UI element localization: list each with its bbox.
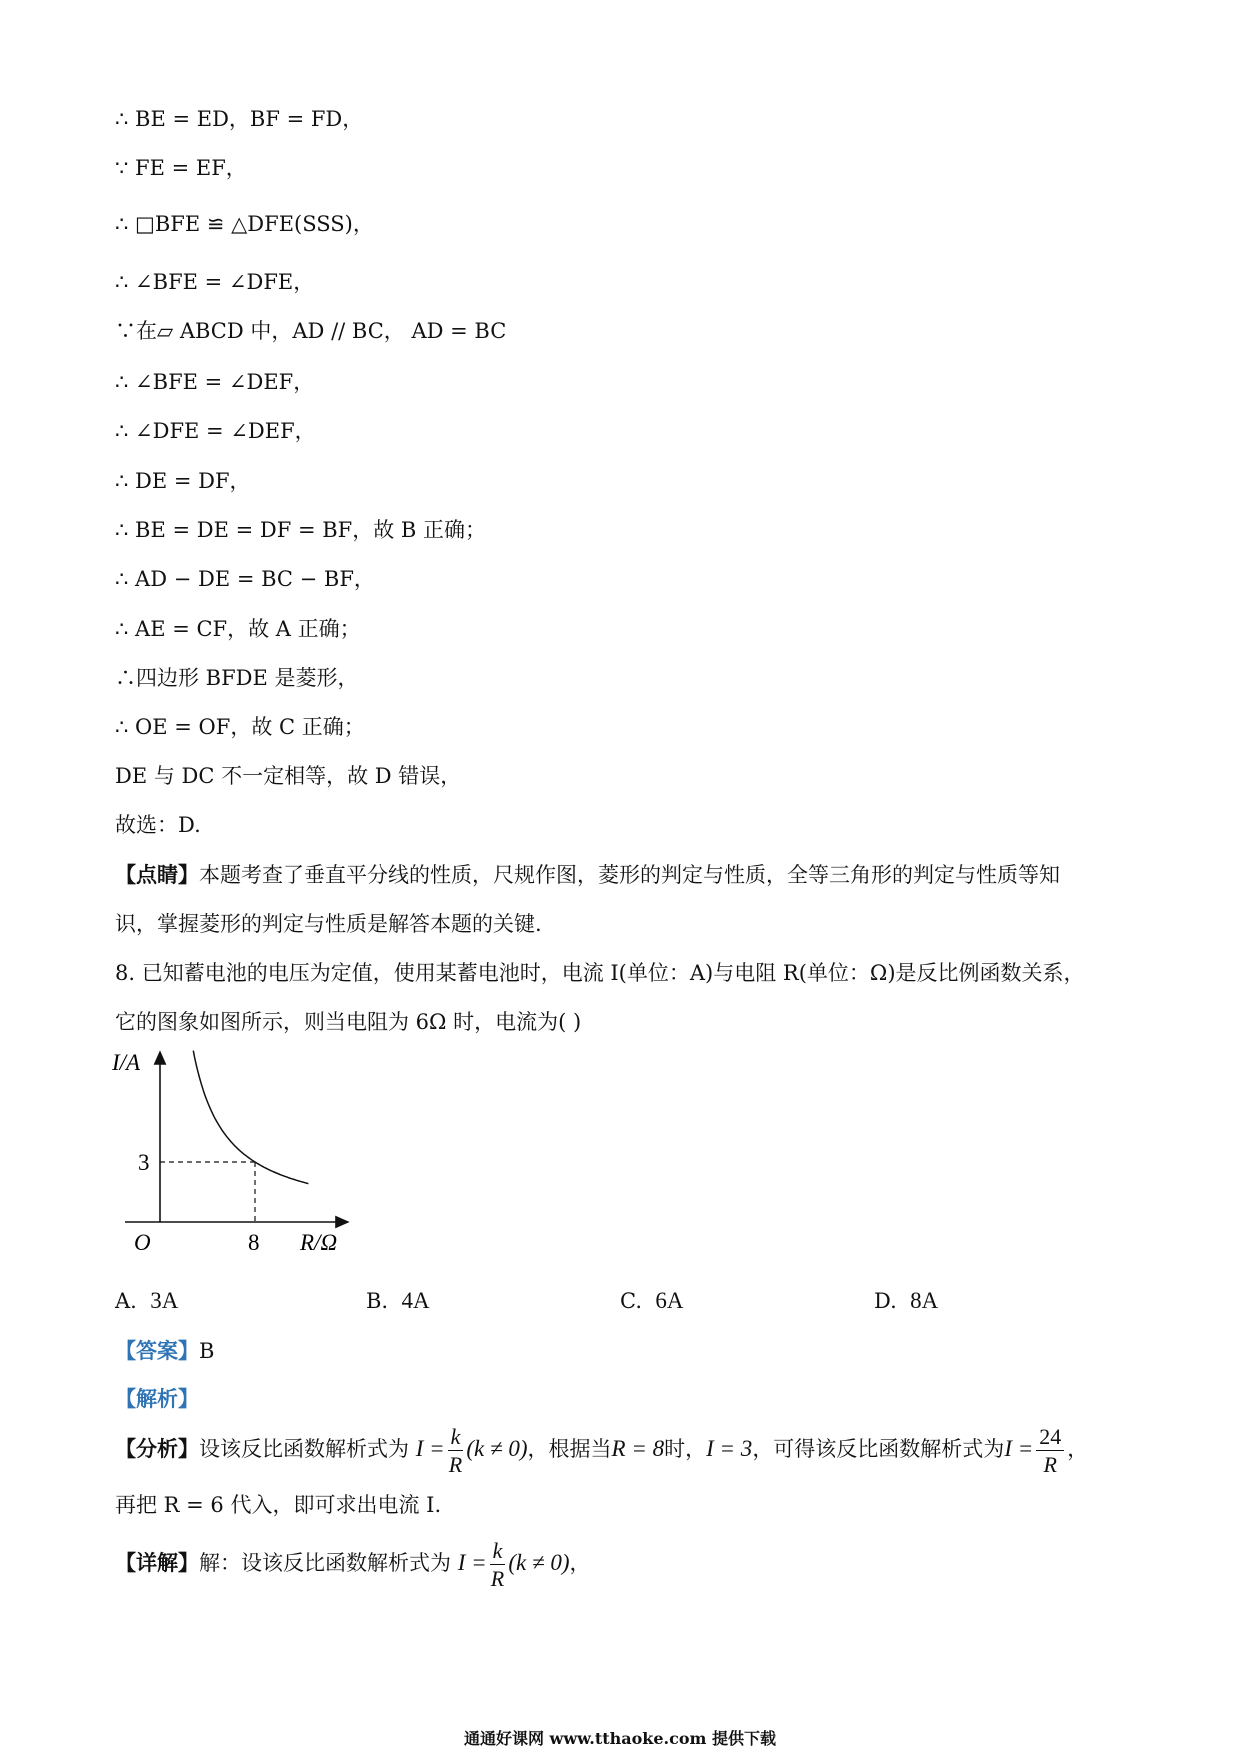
- x-axis-label: R/Ω: [300, 1230, 338, 1255]
- option-b: [366, 1288, 430, 1314]
- proof-line-1: ∴ BE = ED，BF = FD，: [115, 107, 364, 131]
- proof-line-13: ∴ OE = OF，故 C 正确；: [115, 715, 365, 739]
- option-b-letter: B.: [366, 1289, 389, 1313]
- fenxi-eq2-fraction: [1036, 1423, 1064, 1477]
- proof-line-15: 故选：D.: [115, 813, 201, 837]
- fenxi-eq2-denominator: R: [1043, 1451, 1057, 1477]
- dianjing-tag: 【点睛】: [115, 862, 199, 887]
- proof-line-5: ∵在▱ ABCD 中，AD // BC， AD = BC: [115, 319, 507, 343]
- xiangjie-eq-numerator: k: [490, 1540, 506, 1565]
- fenxi-tag: 【分析】: [115, 1436, 199, 1461]
- option-d-value: 8A: [910, 1288, 939, 1313]
- proof-line-8: ∴ DE = DF，: [115, 469, 251, 493]
- option-c-letter: C.: [620, 1289, 642, 1313]
- analysis-line: [115, 1384, 199, 1414]
- y-axis-label: I/A: [112, 1050, 141, 1075]
- fenxi-eq1-denominator: R: [448, 1451, 463, 1477]
- dianjing-line-1: [115, 860, 1060, 890]
- fenxi-eq2-numerator: 24: [1036, 1426, 1064, 1451]
- proof-line-12: ∴四边形 BFDE 是菱形，: [115, 666, 359, 690]
- fenxi-eq1-lhs: I =: [415, 1436, 445, 1461]
- y-tick-label: 3: [138, 1150, 150, 1175]
- question-line-1: 8. 已知蓄电池的电压为定值，使用某蓄电池时，电流 I(单位：A)与电阻 R(单位：Ω)是反比例函数关系，: [115, 961, 1085, 985]
- proof-line-11: ∴ AE = CF，故 A 正确；: [115, 617, 361, 641]
- fenxi-text-4: ，可得该反比函数解析式为: [752, 1437, 1005, 1461]
- xiangjie-text-2: ，: [569, 1551, 591, 1575]
- fenxi-cond-1: R = 8: [611, 1436, 665, 1461]
- fenxi-text-3: 时，: [664, 1437, 707, 1461]
- option-c: [620, 1288, 683, 1314]
- analysis-tag: 【解析】: [115, 1386, 199, 1411]
- option-c-value: 6A: [655, 1288, 684, 1313]
- xiangjie-eq-condition: (k ≠ 0): [508, 1550, 570, 1575]
- fenxi-eq1-fraction: [448, 1423, 464, 1477]
- proof-line-10: ∴ AD − DE = BC − BF，: [115, 567, 375, 591]
- proof-line-3: ∴ □BFE ≌ △DFE(SSS)，: [115, 212, 374, 236]
- x-tick-label: 8: [248, 1230, 260, 1255]
- proof-line-6: ∴ ∠BFE = ∠DEF，: [115, 370, 315, 394]
- dianjing-line-2: 识，掌握菱形的判定与性质是解答本题的关键.: [115, 912, 542, 936]
- xiangjie-eq-fraction: [490, 1537, 506, 1591]
- fenxi-cond-2: I = 3: [706, 1436, 753, 1461]
- option-d-letter: D.: [874, 1289, 897, 1313]
- xiangjie-eq-denominator: R: [490, 1565, 505, 1591]
- option-a: [115, 1288, 178, 1314]
- footer-watermark: 通通好课网 www.tthaoke.com 提供下载: [463, 1729, 777, 1748]
- xiangjie-tag: 【详解】: [115, 1550, 199, 1575]
- fenxi-line-1: [115, 1420, 1088, 1478]
- dianjing-text-1: 本题考查了垂直平分线的性质，尺规作图，菱形的判定与性质，全等三角形的判定与性质等知: [199, 863, 1060, 887]
- fenxi-text-1: 设该反比函数解析式为: [199, 1437, 409, 1461]
- fenxi-eq2-lhs: I =: [1004, 1436, 1034, 1461]
- option-a-value: 3A: [150, 1288, 179, 1313]
- fenxi-text-2: ，根据当: [527, 1437, 612, 1461]
- fenxi-eq1-numerator: k: [448, 1426, 464, 1451]
- answer-line: [115, 1336, 214, 1366]
- option-d: [874, 1288, 938, 1314]
- question-line-2: 它的图象如图所示，则当电阻为 6Ω 时，电流为( ): [115, 1010, 582, 1034]
- xiangjie-text-1: 解：设该反比函数解析式为: [199, 1551, 451, 1575]
- proof-line-9: ∴ BE = DE = DF = BF，故 B 正确；: [115, 518, 486, 542]
- fenxi-eq1-condition: (k ≠ 0): [466, 1436, 528, 1461]
- proof-line-7: ∴ ∠DFE = ∠DEF，: [115, 419, 316, 443]
- xiangjie-line: [115, 1534, 591, 1592]
- proof-line-4: ∴ ∠BFE = ∠DFE，: [115, 270, 315, 294]
- origin-label: O: [134, 1230, 151, 1255]
- inverse-curve: [193, 1051, 308, 1184]
- fenxi-line-2: 再把 R = 6 代入，即可求出电流 I.: [115, 1493, 442, 1517]
- inverse-proportion-graph: [100, 1040, 360, 1260]
- option-a-letter: A.: [115, 1289, 137, 1313]
- proof-line-2: ∵ FE = EF，: [115, 156, 247, 180]
- option-b-value: 4A: [401, 1288, 430, 1313]
- proof-line-14: DE 与 DC 不一定相等，故 D 错误，: [115, 764, 462, 788]
- answer-tag: 【答案】: [115, 1338, 199, 1363]
- fenxi-text-5: ，: [1067, 1437, 1089, 1461]
- xiangjie-eq-lhs: I =: [457, 1550, 487, 1575]
- answer-value: B: [199, 1339, 215, 1363]
